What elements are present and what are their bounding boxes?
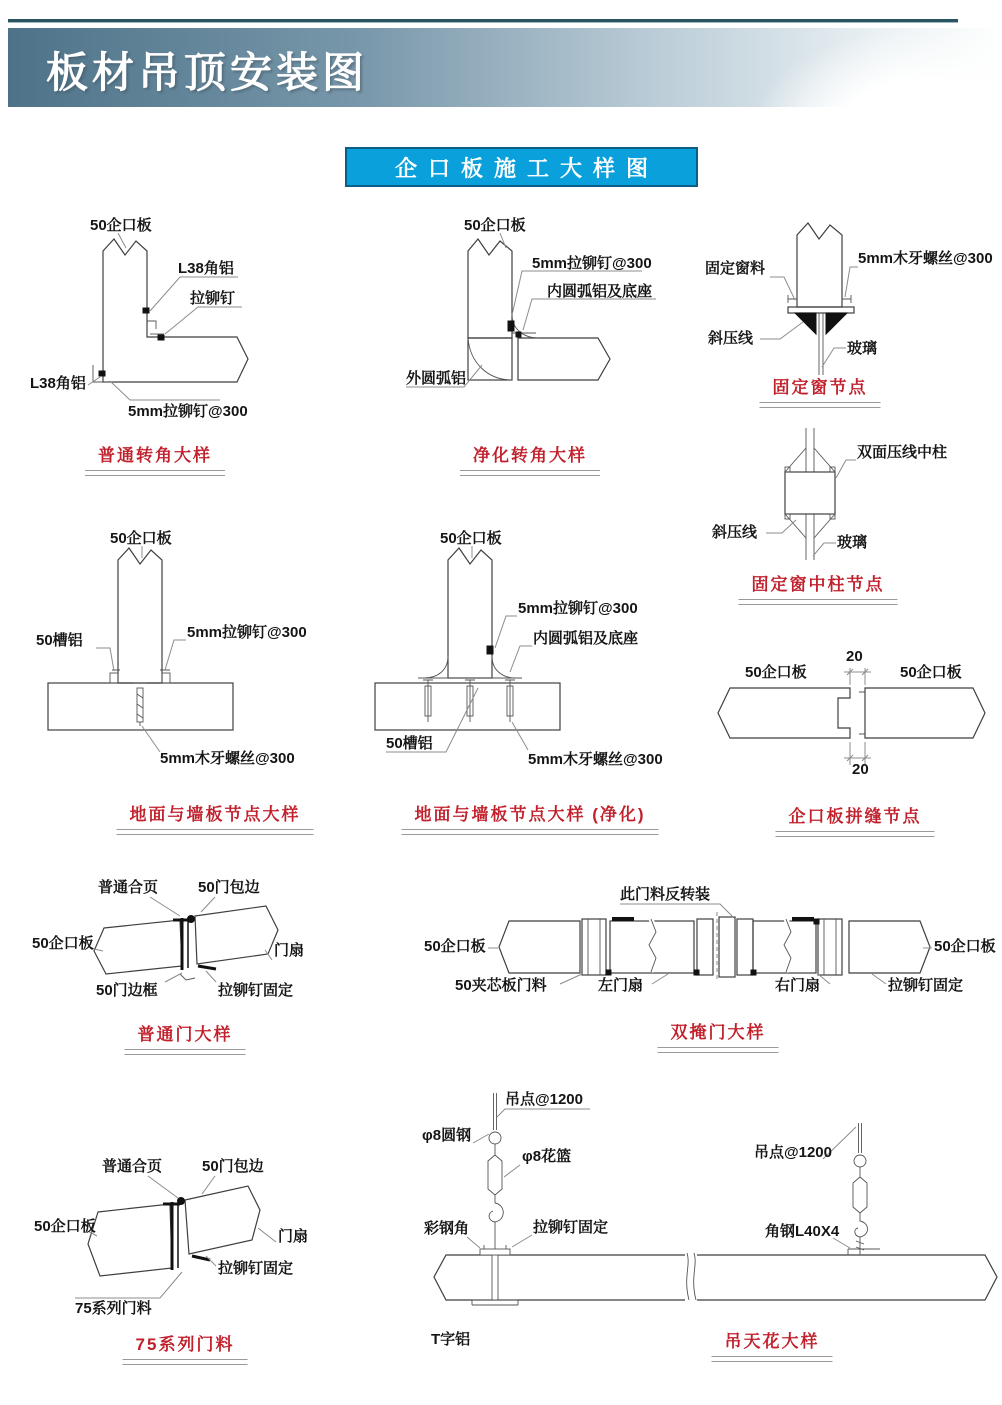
label-board-left: 50企口板 (745, 664, 807, 681)
label-rivet-fix: 拉铆钉固定 (218, 1260, 294, 1277)
figure-door-75 (30, 1150, 360, 1360)
label-rivet-300: 5mm拉铆钉@300 (518, 600, 638, 617)
label-rivet-fix: 拉铆钉固定 (533, 1219, 609, 1236)
figure-double-door (420, 878, 1002, 1048)
label-board-right: 50企口板 (934, 938, 996, 955)
label-material-75: 75系列门料 (75, 1300, 152, 1317)
label-door-leaf: 门扇 (278, 1228, 309, 1245)
caption-floor-wall: 地面与墙板节点大样 (130, 800, 301, 835)
figure-joint (700, 630, 1002, 830)
caption-fixed-window-mid: 固定窗中柱节点 (752, 570, 885, 605)
label-board: 50企口板 (90, 217, 152, 234)
header-rule (8, 19, 958, 23)
label-wood-screw: 5mm木牙螺丝@300 (160, 750, 295, 767)
figure-door-plain (30, 870, 360, 1050)
caption-joint: 企口板拼缝节点 (789, 802, 922, 837)
ceiling-drawing (400, 1085, 1002, 1370)
label-reversed: 此门料反转装 (620, 886, 711, 903)
label-wood-screw: 5mm木牙螺丝@300 (858, 250, 993, 267)
corner-clean-drawing (360, 215, 690, 470)
label-hang-point-right: 吊点@1200 (754, 1144, 832, 1161)
label-door-edge: 50门包边 (202, 1158, 264, 1175)
label-rivet-300: 5mm拉铆钉@300 (532, 255, 652, 272)
label-rivet-fix: 拉铆钉固定 (888, 977, 964, 994)
label-hinge: 普通合页 (98, 879, 159, 896)
door-75-drawing (30, 1150, 360, 1360)
label-dim-top: 20 (846, 648, 863, 665)
label-door-leaf: 门扇 (274, 942, 305, 959)
caption-door-plain: 普通门大样 (138, 1020, 233, 1055)
label-turnbuckle: φ8花篮 (522, 1148, 572, 1165)
floor-wall-clean-drawing (360, 530, 690, 830)
label-rivet-fix: 拉铆钉固定 (218, 982, 294, 999)
label-channel: 50槽铝 (36, 632, 83, 649)
label-outer-arc: 外圆弧铝 (406, 370, 467, 387)
label-board-right: 50企口板 (900, 664, 962, 681)
label-board-left: 50企口板 (424, 938, 486, 955)
section-title: 企口板施工大样图 (394, 155, 659, 181)
caption-corner-plain: 普通转角大样 (98, 441, 212, 476)
label-sandwich: 50夹芯板门料 (455, 977, 547, 994)
label-double-mid: 双面压线中柱 (857, 444, 948, 461)
label-board: 50企口板 (464, 217, 526, 234)
label-channel: 50槽铝 (386, 735, 433, 752)
header-banner (8, 28, 994, 107)
label-hinge: 普通合页 (102, 1158, 163, 1175)
figure-corner-clean (360, 215, 690, 470)
label-inner-arc: 内圆弧铝及底座 (547, 283, 653, 300)
label-door-frame: 50门边框 (96, 982, 158, 999)
label-glass: 玻璃 (847, 340, 878, 357)
label-left-leaf: 左门扇 (598, 977, 644, 994)
figure-floor-wall (30, 530, 350, 830)
floor-wall-drawing (30, 530, 350, 830)
caption-door-75: 75系列门料 (136, 1330, 235, 1365)
caption-ceiling: 吊天花大样 (725, 1327, 820, 1362)
label-angle-steel: 角钢L40X4 (765, 1223, 840, 1240)
figure-fixed-window-mid (700, 420, 1002, 605)
caption-floor-wall-clean: 地面与墙板节点大样 (净化) (414, 800, 645, 835)
figure-corner-plain (30, 215, 330, 470)
corner-plain-drawing (30, 215, 330, 470)
label-round-steel: φ8圆钢 (422, 1127, 472, 1144)
label-rivet-300: 5mm拉铆钉@300 (128, 403, 248, 420)
label-wood-screw: 5mm木牙螺丝@300 (528, 751, 663, 768)
label-steel-angle: 彩钢角 (424, 1220, 470, 1237)
caption-corner-clean: 净化转角大样 (473, 441, 587, 476)
label-inner-arc: 内圆弧铝及底座 (533, 630, 639, 647)
label-board: 50企口板 (32, 935, 94, 952)
label-right-leaf: 右门扇 (775, 977, 821, 994)
label-dim-bottom: 20 (852, 761, 869, 778)
label-bevel-line: 斜压线 (712, 524, 758, 541)
label-bevel-line: 斜压线 (708, 330, 754, 347)
label-rivet: 拉铆钉 (190, 290, 236, 307)
label-angle-left: L38角铝 (30, 375, 86, 392)
label-board: 50企口板 (34, 1218, 96, 1235)
label-board: 50企口板 (110, 530, 172, 547)
label-glass: 玻璃 (837, 534, 868, 551)
label-angle-right: L38角铝 (178, 260, 234, 277)
banner-swoosh-decoration (754, 28, 994, 107)
label-board: 50企口板 (440, 530, 502, 547)
label-window-material: 固定窗料 (705, 260, 766, 277)
page-title: 板材吊顶安装图 (46, 49, 369, 96)
label-door-edge: 50门包边 (198, 879, 260, 896)
label-t-aluminum: T字铝 (431, 1331, 471, 1348)
section-title-box (345, 147, 698, 187)
label-hang-point-left: 吊点@1200 (505, 1091, 583, 1108)
label-rivet-300: 5mm拉铆钉@300 (187, 624, 307, 641)
figure-fixed-window (700, 215, 1002, 415)
figure-floor-wall-clean (360, 530, 690, 830)
figure-ceiling (400, 1085, 1002, 1370)
caption-double-door: 双掩门大样 (671, 1018, 766, 1053)
caption-fixed-window: 固定窗节点 (773, 373, 868, 408)
